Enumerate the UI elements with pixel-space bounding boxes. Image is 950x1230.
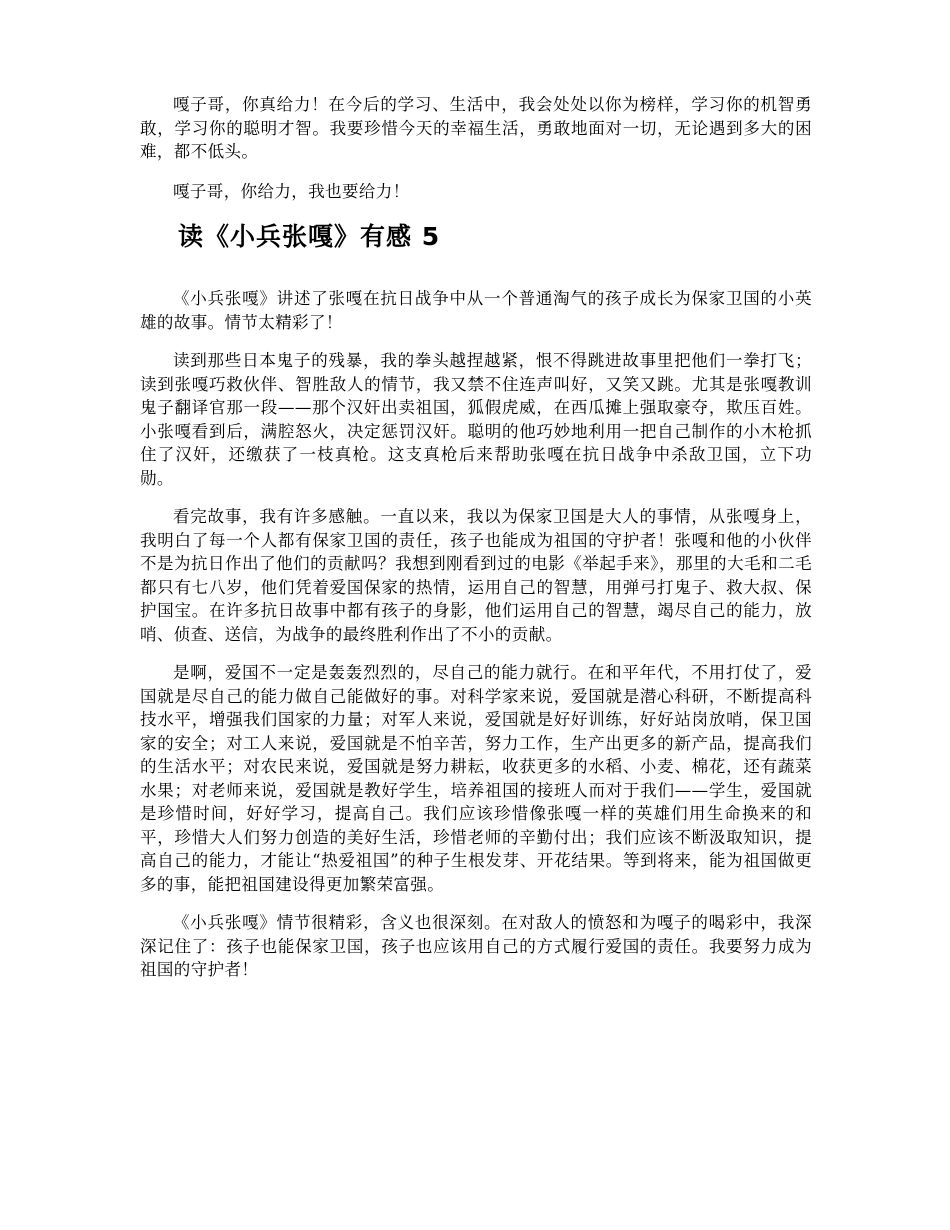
intro-paragraph-2: 嘎子哥，你给力，我也要给力！ bbox=[173, 181, 410, 201]
section-paragraph-3: 看完故事，我有许多感触。一直以来，我以为保家卫国是大人的事情，从张嘎身上，我明白了每一个人都有保家卫国的责任，孩子也能成为祖国的守护者！张嘎和他的小伙伴不是为抗日作出了他们的贡献吗？我想到刚看到过的电影《举起手来》，那里的大毛和二毛都只有七八岁，他们凭着爱国保家的热情，运用自己的智慧，用弹弓打鬼子、救大叔、保护国宝。在许多抗日故事中都有孩子的身影，他们运用自己的智慧，竭尽自己的能力，放哨、侦查、送信，为战争的最终胜利作出了不小的贡献。 bbox=[140, 507, 812, 644]
section-title: 读《小兵张嘎》有感 5 bbox=[178, 222, 441, 251]
intro-paragraph-1: 嘎子哥，你真给力！在今后的学习、生活中，我会处处以你为榜样，学习你的机智勇敢，学习你的聪明才智。我要珍惜今天的幸福生活，勇敢地面对一切，无论遇到多大的困难，都不低头。 bbox=[140, 95, 812, 161]
document-page bbox=[140, 93, 812, 982]
section-paragraph-2: 读到那些日本鬼子的残暴，我的拳头越捏越紧，恨不得跳进故事里把他们一拳打飞；读到张嘎巧救伙伴、智胜敌人的情节，我又禁不住连声叫好，又笑又跳。尤其是张嘎教训鬼子翻译官那一段——那个汉奸出卖祖国，狐假虎威，在西瓜摊上强取豪夺，欺压百姓。小张嘎看到后，满腔怒火，决定惩罚汉奸。聪明的他巧妙地利用一把自己制作的小木枪抓住了汉奸，还缴获了一枝真枪。这支真枪后来帮助张嘎在抗日战争中杀敌卫国，立下功勋。 bbox=[140, 351, 812, 488]
section-paragraph-4: 是啊，爱国不一定是轰轰烈烈的，尽自己的能力就行。在和平年代，不用打仗了，爱国就是尽自己的能力做自己能做好的事。对科学家来说，爱国就是潜心科研，不断提高科技水平，增强我们国家的力量；对军人来说，爱国就是好好训练，好好站岗放哨，保卫国家的安全；对工人来说，爱国就是不怕辛苦，努力工作，生产出更多的新产品，提高我们的生活水平；对农民来说，爱国就是努力耕耘，收获更多的水稻、小麦、棉花，还有蔬菜水果；对老师来说，爱国就是教好学生，培养祖国的接班人而对于我们——学生，爱国就是珍惜时间，好好学习，提高自己。我们应该珍惜像张嘎一样的英雄们用生命换来的和平，珍惜大人们努力创造的美好生活，珍惜老师的辛勤付出；我们应该不断汲取知识，提高自己的能力，才能让“热爱祖国”的种子生根发芽、开花结果。等到将来，能为祖国做更多的事，能把祖国建设得更加繁荣富强。 bbox=[140, 663, 812, 894]
section-paragraph-1: 《小兵张嘎》讲述了张嘎在抗日战争中从一个普通淘气的孩子成长为保家卫国的小英雄的故事。情节太精彩了！ bbox=[140, 289, 812, 332]
section-paragraph-5: 《小兵张嘎》情节很精彩，含义也很深刻。在对敌人的愤怒和为嘎子的喝彩中，我深深记住了：孩子也能保家卫国，孩子也应该用自己的方式履行爱国的责任。我要努力成为祖国的守护者！ bbox=[140, 913, 812, 979]
